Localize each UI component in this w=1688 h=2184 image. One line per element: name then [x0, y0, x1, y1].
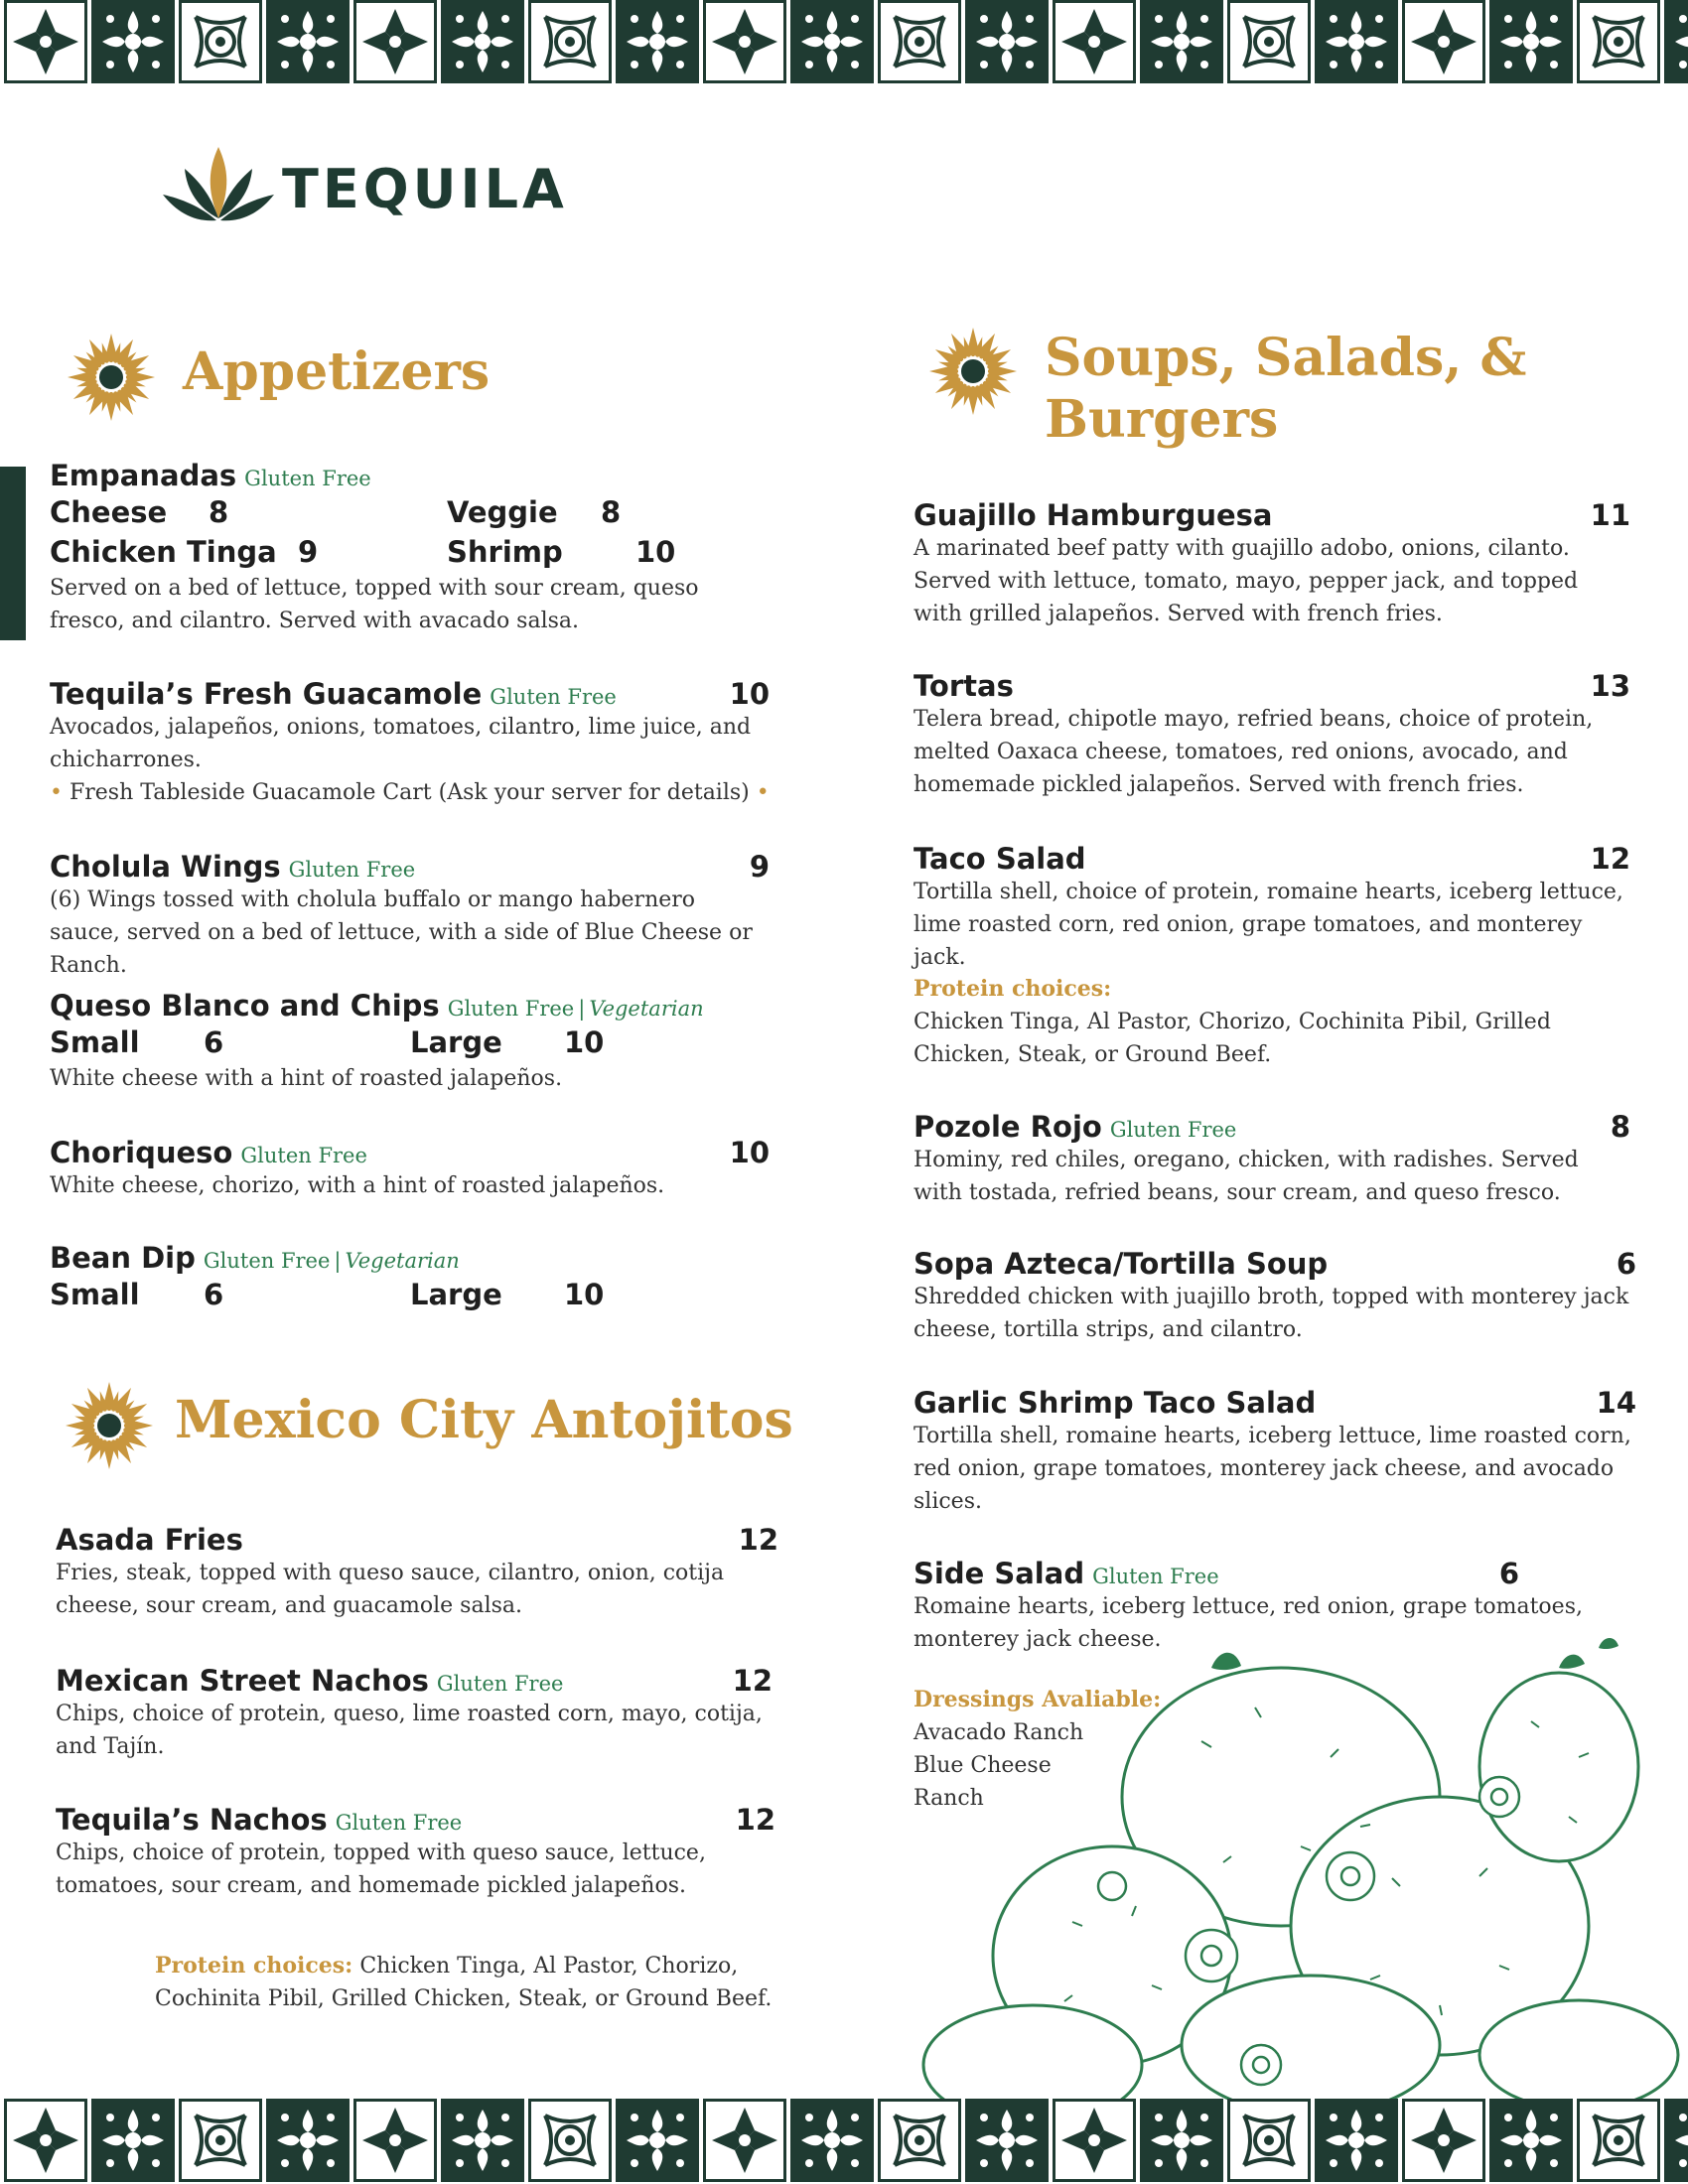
- menu-item-bean-dip: [50, 1241, 770, 1314]
- dressing-item: Avacado Ranch: [914, 1720, 1084, 1745]
- dressings-label: Dressings Avaliable:: [914, 1687, 1162, 1712]
- item-price: 6: [1498, 1557, 1519, 1590]
- talavera-tile-icon: [91, 2099, 175, 2182]
- talavera-tile-icon: [4, 2099, 87, 2182]
- talavera-tile-icon: [4, 0, 87, 83]
- talavera-tile-icon: [616, 0, 699, 83]
- item-note: [50, 776, 770, 809]
- menu-item-sopa-azteca: [914, 1247, 1636, 1346]
- protein-text: Chicken Tinga, Al Pastor, Chorizo, Cochinita Pibil, Grilled Chicken, Steak, or Ground Beef.: [155, 1954, 773, 2011]
- talavera-tile-icon: [1402, 2099, 1485, 2182]
- protein-label: Protein choices:: [914, 976, 1112, 1002]
- menu-item-street-nachos: [56, 1664, 773, 1763]
- option-price: 8: [209, 495, 229, 529]
- note-text: Fresh Tableside Guacamole Cart (Ask your server for details): [69, 780, 750, 805]
- item-description: Telera bread, chipotle mayo, refried beans, choice of protein, melted Oaxaca cheese, tomatoes, red onions, avocado, and homemade pickled jalapeños. Served with french fries.: [914, 707, 1594, 797]
- talavera-tile-icon: [790, 2099, 874, 2182]
- item-name: Empanadas: [50, 459, 237, 492]
- item-price: 6: [1616, 1247, 1636, 1281]
- talavera-tile-icon: [965, 0, 1049, 83]
- talavera-tile-icon: [1227, 2099, 1311, 2182]
- protein-label: Protein choices:: [155, 1953, 353, 1979]
- talavera-tile-icon: [790, 0, 874, 83]
- menu-item-empanadas: [50, 459, 774, 637]
- dressings-list: [914, 1684, 1211, 1815]
- tag-separator: |: [578, 997, 586, 1021]
- talavera-tile-icon: [266, 0, 350, 83]
- item-name: Guajillo Hamburguesa: [914, 498, 1273, 532]
- item-description: (6) Wings tossed with cholula buffalo or mango habernero sauce, served on a bed of lettuce, with a side of Blue Cheese or Ranch.: [50, 887, 753, 978]
- talavera-tile-icon: [1227, 0, 1311, 83]
- antojitos-title: Mexico City Antojitos: [175, 1390, 793, 1450]
- gluten-free-tag: Gluten Free: [244, 467, 371, 490]
- talavera-tile-icon: [179, 2099, 262, 2182]
- option-label: Veggie: [447, 495, 558, 529]
- item-name: Garlic Shrimp Taco Salad: [914, 1386, 1317, 1420]
- option-label: Small: [50, 1278, 140, 1311]
- top-tile-border: [0, 0, 1688, 85]
- gluten-free-tag: Gluten Free: [447, 997, 575, 1021]
- item-description: Served on a bed of lettuce, topped with sour cream, queso fresco, and cilantro. Served with avacado salsa.: [50, 576, 699, 633]
- item-name: Cholula Wings: [50, 850, 281, 884]
- bullet-icon: •: [50, 780, 63, 805]
- bullet-icon: •: [756, 780, 770, 805]
- gluten-free-tag: Gluten Free: [490, 685, 617, 709]
- gluten-free-tag: Gluten Free: [240, 1144, 367, 1167]
- appetizers-header: [62, 328, 490, 427]
- item-name: Bean Dip: [50, 1241, 196, 1275]
- appetizers-title: Appetizers: [183, 341, 491, 402]
- item-name: Choriqueso: [50, 1136, 233, 1169]
- item-name: Queso Blanco and Chips: [50, 989, 440, 1023]
- brand-name: TEQUILA: [282, 157, 568, 220]
- option-price: 10: [564, 1278, 605, 1311]
- talavera-tile-icon: [1577, 0, 1660, 83]
- talavera-tile-icon: [878, 2099, 961, 2182]
- item-name: Asada Fries: [56, 1523, 243, 1557]
- item-price: 12: [1590, 842, 1630, 876]
- menu-item-asada-fries: [56, 1523, 778, 1622]
- option-label: Large: [410, 1025, 502, 1059]
- item-price: 14: [1596, 1386, 1636, 1420]
- option-label: Shrimp: [447, 535, 563, 569]
- item-name: Tequila’s Fresh Guacamole: [50, 677, 483, 711]
- talavera-tile-icon: [1664, 0, 1688, 83]
- talavera-tile-icon: [616, 2099, 699, 2182]
- item-name: Pozole Rojo: [914, 1110, 1102, 1144]
- option-label: Chicken Tinga: [50, 535, 277, 569]
- talavera-tile-icon: [1402, 0, 1485, 83]
- menu-item-guacamole: [50, 677, 770, 809]
- talavera-tile-icon: [1664, 2099, 1688, 2182]
- option-label: Cheese: [50, 495, 168, 529]
- talavera-tile-icon: [1577, 2099, 1660, 2182]
- option-label: Small: [50, 1025, 140, 1059]
- option-row: [50, 492, 774, 532]
- talavera-tile-icon: [353, 2099, 437, 2182]
- item-description: Fries, steak, topped with queso sauce, cilantro, onion, cotija cheese, sour cream, and guacamole salsa.: [56, 1561, 725, 1618]
- menu-item-tequila-nachos: [56, 1803, 775, 1902]
- menu-item-tortas: [914, 669, 1630, 801]
- talavera-tile-icon: [1489, 0, 1573, 83]
- soups-title-line: Soups, Salads, &: [1045, 328, 1527, 388]
- sunflower-icon: [923, 322, 1023, 421]
- item-description: Romaine hearts, iceberg lettuce, red onion, grape tomatoes, monterey jack cheese.: [914, 1594, 1583, 1652]
- item-description: White cheese, chorizo, with a hint of roasted jalapeños.: [50, 1173, 665, 1198]
- talavera-tile-icon: [528, 2099, 612, 2182]
- talavera-tile-icon: [703, 0, 786, 83]
- vegetarian-tag: Vegetarian: [345, 1249, 460, 1273]
- side-accent-bar: [0, 467, 26, 640]
- talavera-tile-icon: [1053, 0, 1136, 83]
- talavera-tile-icon: [1053, 2099, 1136, 2182]
- item-description: White cheese with a hint of roasted jalapeños.: [50, 1066, 563, 1091]
- item-description: Chips, choice of protein, topped with queso sauce, lettuce, tomatoes, sour cream, and homemade pickled jalapeños.: [56, 1841, 706, 1898]
- item-name: Taco Salad: [914, 842, 1086, 876]
- talavera-tile-icon: [1315, 2099, 1398, 2182]
- item-name: Tortas: [914, 669, 1014, 703]
- item-price: 12: [738, 1523, 778, 1557]
- gluten-free-tag: Gluten Free: [436, 1672, 564, 1696]
- option-price: 6: [204, 1025, 224, 1059]
- antojitos-header: [60, 1376, 793, 1475]
- item-description: Shredded chicken with juajillo broth, topped with monterey jack cheese, tortilla strips, and cilantro.: [914, 1285, 1629, 1342]
- item-price: 8: [1610, 1110, 1630, 1144]
- item-description: Tortilla shell, choice of protein, romaine hearts, iceberg lettuce, lime roasted corn, red onion, grape tomatoes, and monterey jack.: [914, 880, 1623, 970]
- talavera-tile-icon: [1489, 2099, 1573, 2182]
- option-price: 6: [204, 1278, 224, 1311]
- soups-title-line: Burgers: [1045, 389, 1279, 450]
- item-price: 11: [1590, 498, 1630, 532]
- option-label: Large: [410, 1278, 502, 1311]
- talavera-tile-icon: [1140, 2099, 1223, 2182]
- antojitos-protein-choices: [155, 1950, 790, 2015]
- sunflower-icon: [62, 328, 161, 427]
- item-description: Avocados, jalapeños, onions, tomatoes, cilantro, lime juice, and chicharrones.: [50, 715, 752, 772]
- option-price: 9: [298, 535, 319, 569]
- talavera-tile-icon: [703, 2099, 786, 2182]
- talavera-tile-icon: [91, 0, 175, 83]
- bottom-tile-border: [0, 2099, 1688, 2184]
- item-price: 9: [749, 850, 770, 884]
- option-row: [50, 532, 774, 572]
- menu-item-choriqueso: [50, 1136, 770, 1202]
- soups-protein-choices: [914, 973, 1630, 1071]
- menu-item-queso-blanco: [50, 989, 770, 1095]
- soups-header: [923, 322, 1526, 451]
- item-description: A marinated beef patty with guajillo adobo, onions, cilanto. Served with lettuce, tomato, mayo, pepper jack, and topped with grilled jalapeños. Served with french fries.: [914, 536, 1579, 626]
- item-name: Sopa Azteca/Tortilla Soup: [914, 1247, 1329, 1281]
- dressing-item: Ranch: [914, 1786, 984, 1811]
- sunflower-icon: [60, 1376, 159, 1475]
- agave-logo-icon: [159, 139, 278, 238]
- tag-separator: |: [334, 1249, 342, 1273]
- item-description: Hominy, red chiles, oregano, chicken, with radishes. Served with tostada, refried beans, sour cream, and queso fresco.: [914, 1148, 1579, 1205]
- talavera-tile-icon: [528, 0, 612, 83]
- menu-item-hamburguesa: [914, 498, 1630, 630]
- item-name: Side Salad: [914, 1557, 1085, 1590]
- talavera-tile-icon: [353, 0, 437, 83]
- dressing-item: Blue Cheese: [914, 1753, 1052, 1778]
- menu-item-taco-salad: [914, 842, 1630, 974]
- item-name: Mexican Street Nachos: [56, 1664, 429, 1698]
- option-row: [50, 1023, 770, 1062]
- vegetarian-tag: Vegetarian: [589, 997, 704, 1021]
- item-name: Tequila’s Nachos: [56, 1803, 328, 1837]
- gluten-free-tag: Gluten Free: [288, 858, 416, 882]
- talavera-tile-icon: [965, 2099, 1049, 2182]
- item-price: 10: [729, 1136, 770, 1169]
- gluten-free-tag: Gluten Free: [1109, 1118, 1237, 1142]
- item-description: Tortilla shell, romaine hearts, iceberg lettuce, lime roasted corn, red onion, grape tomatoes, monterey jack cheese, and avocado slices.: [914, 1424, 1631, 1514]
- menu-item-pozole: [914, 1110, 1630, 1209]
- option-row: [50, 1275, 770, 1314]
- gluten-free-tag: Gluten Free: [335, 1811, 463, 1835]
- protein-text: Chicken Tinga, Al Pastor, Chorizo, Cochinita Pibil, Grilled Chicken, Steak, or Ground Beef.: [914, 1010, 1551, 1067]
- option-price: 8: [601, 495, 622, 529]
- talavera-tile-icon: [441, 2099, 524, 2182]
- menu-item-side-salad: [914, 1557, 1599, 1656]
- gluten-free-tag: Gluten Free: [203, 1249, 331, 1273]
- talavera-tile-icon: [441, 0, 524, 83]
- option-price: 10: [635, 535, 676, 569]
- item-price: 10: [729, 677, 770, 711]
- talavera-tile-icon: [266, 2099, 350, 2182]
- item-price: 12: [735, 1803, 775, 1837]
- talavera-tile-icon: [1315, 0, 1398, 83]
- brand-logo: [159, 139, 568, 238]
- soups-title: [1045, 328, 1526, 451]
- talavera-tile-icon: [878, 0, 961, 83]
- item-price: 13: [1590, 669, 1630, 703]
- option-price: 10: [564, 1025, 605, 1059]
- talavera-tile-icon: [1140, 0, 1223, 83]
- item-description: Chips, choice of protein, queso, lime roasted corn, mayo, cotija, and Tajín.: [56, 1702, 763, 1759]
- item-price: 12: [732, 1664, 773, 1698]
- talavera-tile-icon: [179, 0, 262, 83]
- gluten-free-tag: Gluten Free: [1092, 1565, 1219, 1588]
- menu-item-cholula-wings: [50, 850, 770, 982]
- menu-item-garlic-shrimp: [914, 1386, 1636, 1518]
